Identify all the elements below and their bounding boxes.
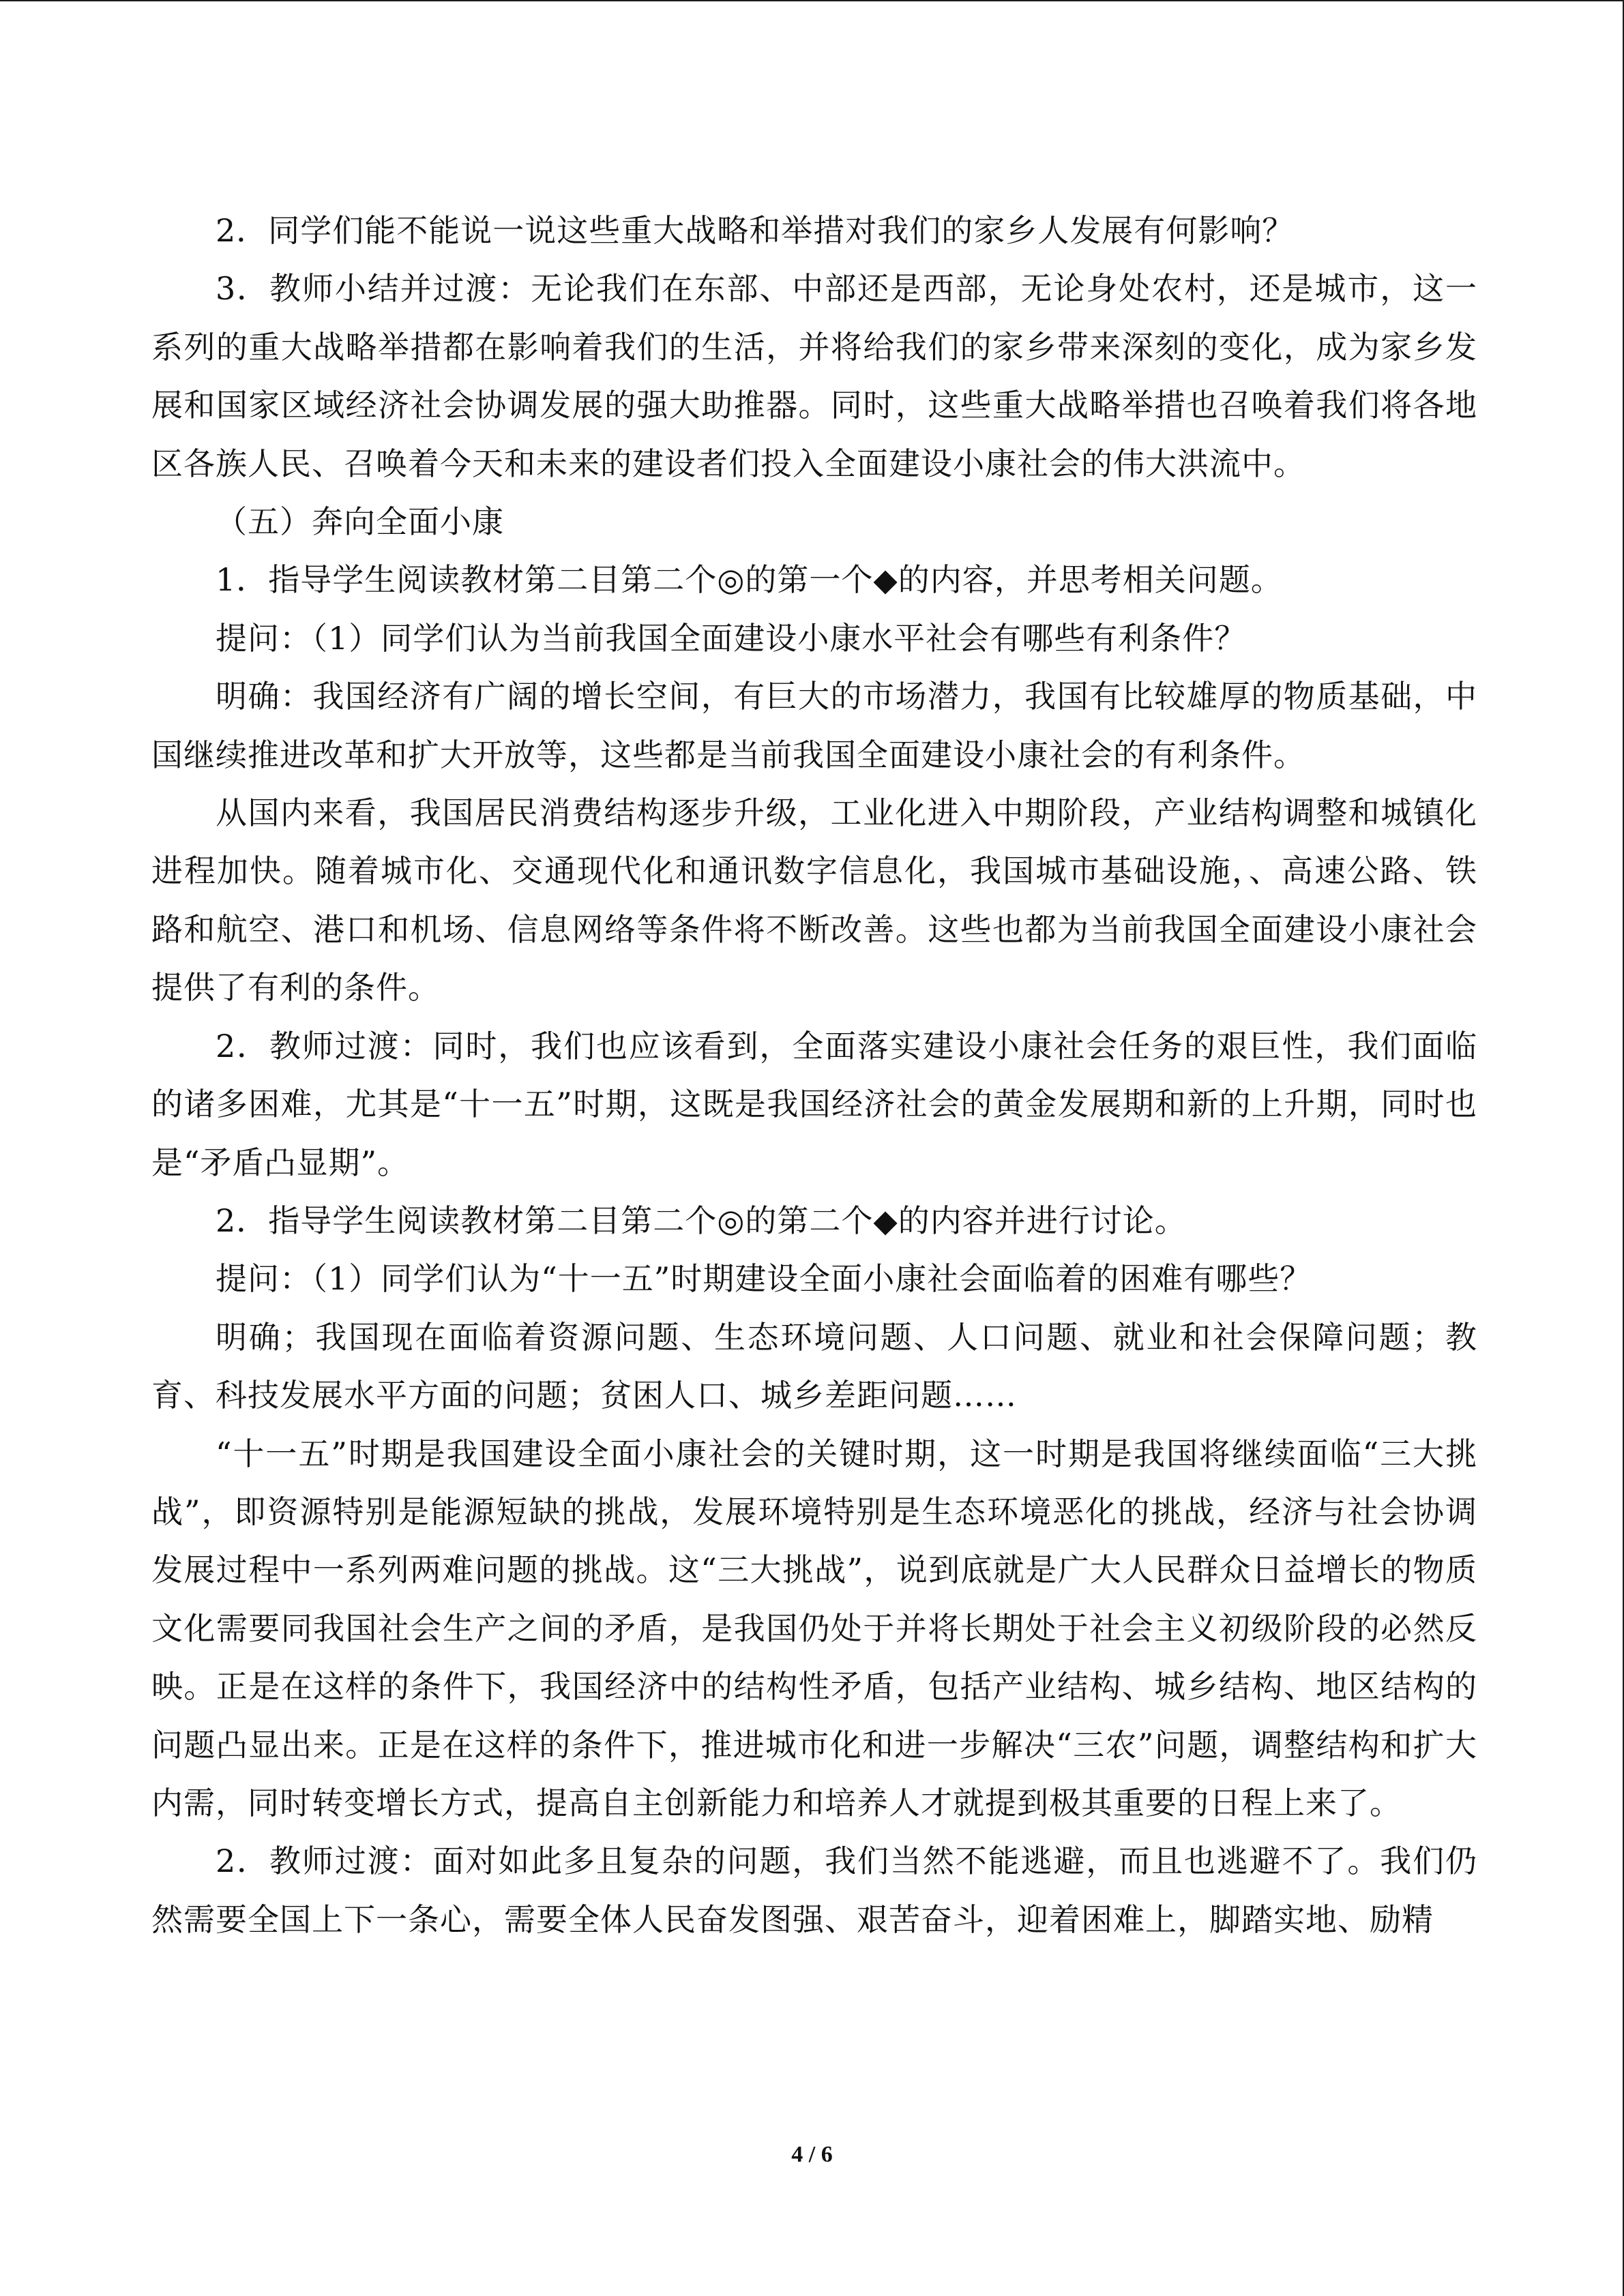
paragraph-teacher-transition-1: 2．教师过渡：同时，我们也应该看到，全面落实建设小康社会任务的艰巨性，我们面临的诸多困难，尤其是“十一五”时期，这既是我国经济社会的黄金发展期和新的上升期，同时也是“矛盾凸显期”。 xyxy=(151,1027,1477,1181)
paragraph-guide-reading-2: 2．指导学生阅读教材第二目第二个◎的第二个◆的内容并进行讨论。 xyxy=(216,1202,1187,1239)
paragraph-domestic-view: 从国内来看，我国居民消费结构逐步升级，工业化进入中期阶段，产业结构调整和城镇化进程加快。随着城市化、交通现代化和通讯数字信息化，我国城市基础设施，、高速公路、铁路和航空、港口和机场、信息网络等条件将不断改善。这些也都为当前我国全面建设小康社会提供了有利的条件。 xyxy=(151,794,1477,1007)
paragraph-question-2: 2．同学们能不能说一说这些重大战略和举措对我们的家乡人发展有何影响？ xyxy=(216,212,1295,249)
page-border-top xyxy=(0,0,1624,1)
paragraph-guide-reading-1: 1．指导学生阅读教材第二目第二个◎的第一个◆的内容，并思考相关问题。 xyxy=(216,561,1283,599)
paragraph-question-favorable: 提问：（1）同学们认为当前我国全面建设小康水平社会有哪些有利条件？ xyxy=(216,619,1247,657)
paragraph-answer-favorable: 明确：我国经济有广阔的增长空间，有巨大的市场潜力，我国有比较雄厚的物质基础，中国继续推进改革和扩大开放等，这些都是当前我国全面建设小康社会的有利条件。 xyxy=(151,678,1477,773)
document-body xyxy=(151,202,1477,1949)
paragraph-teacher-transition-2: 2．教师过渡：面对如此多且复杂的问题，我们当然不能逃避，而且也逃避不了。我们仍然需要全国上下一条心，需要全体人民奋发图强、艰苦奋斗，迎着困难上，脚踏实地、励精 xyxy=(151,1843,1477,1938)
paragraph-three-challenges: “十一五”时期是我国建设全面小康社会的关键时期，这一时期是我国将继续面临“三大挑战”，即资源特别是能源短缺的挑战，发展环境特别是生态环境恶化的挑战，经济与社会协调发展过程中一系列两难问题的挑战。这“三大挑战”，说到底就是广大人民群众日益增长的物质文化需要同我国社会生产之间的矛盾，是我国仍处于并将长期处于社会主义初级阶段的必然反映。正是在这样的条件下，我国经济中的结构性矛盾，包括产业结构、城乡结构、地区结构的问题凸显出来。正是在这样的条件下，推进城市化和进一步解决“三农”问题，调整结构和扩大内需，同时转变增长方式，提高自主创新能力和培养人才就提到极其重要的日程上来了。 xyxy=(151,1435,1477,1821)
paragraph-answer-difficulties: 明确；我国现在面临着资源问题、生态环境问题、人口问题、就业和社会保障问题；教育、科技发展水平方面的问题；贫困人口、城乡差距问题…… xyxy=(151,1318,1477,1414)
paragraph-teacher-summary: 3．教师小结并过渡：无论我们在东部、中部还是西部，无论身处农村，还是城市，这一系列的重大战略举措都在影响着我们的生活，并将给我们的家乡带来深刻的变化，成为家乡发展和国家区域经济社会协调发展的强大助推器。同时，这些重大战略举措也召唤着我们将各地区各族人民、召唤着今天和未来的建设者们投入全面建设小康社会的伟大洪流中。 xyxy=(151,270,1477,482)
section-heading-5: （五）奔向全面小康 xyxy=(216,503,504,541)
paragraph-question-difficulties: 提问：（1）同学们认为“十一五”时期建设全面小康社会面临着的困难有哪些？ xyxy=(216,1260,1312,1298)
page-number: 4 / 6 xyxy=(791,2142,833,2167)
